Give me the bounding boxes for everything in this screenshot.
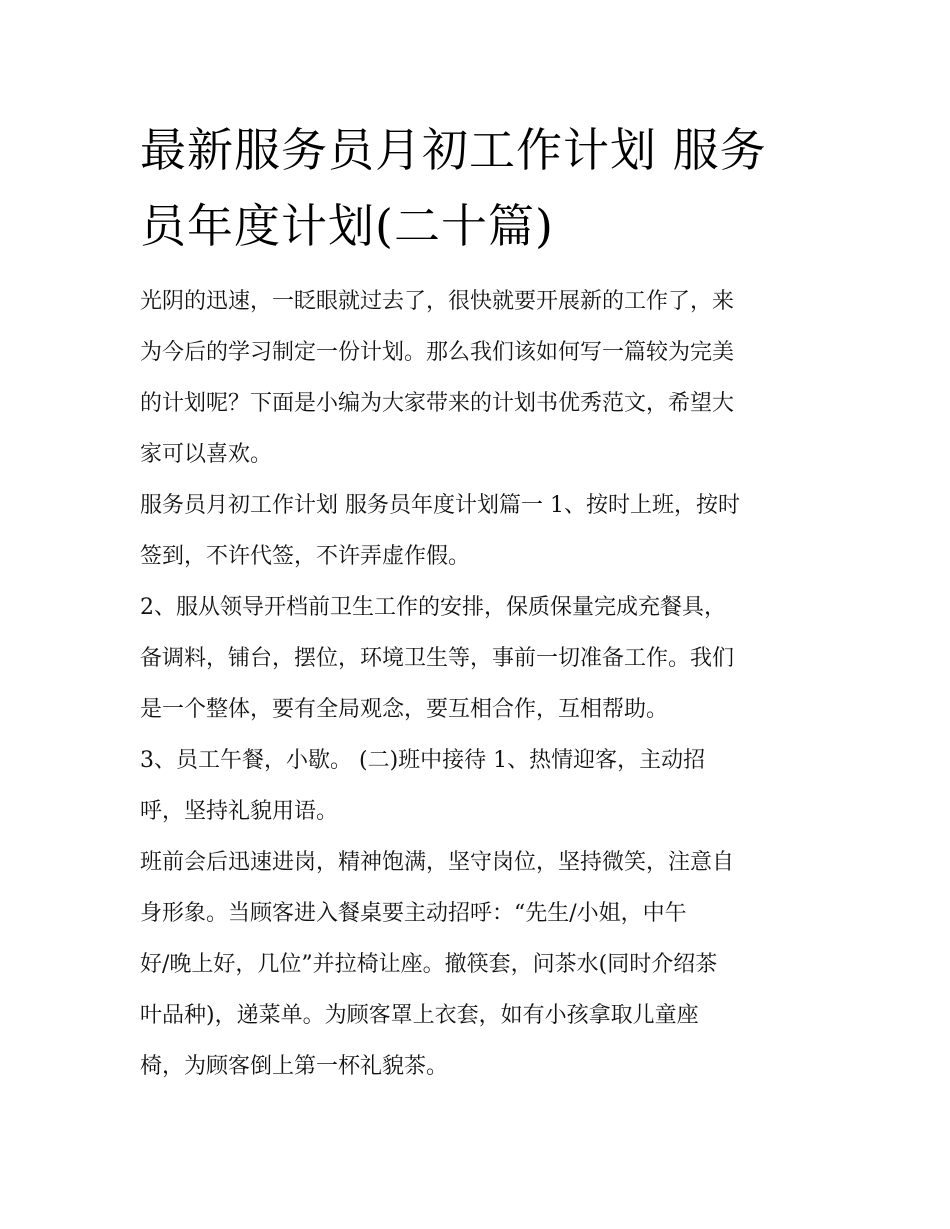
text-line: 为今后的学习制定一份计划。那么我们该如何写一篇较为完美 xyxy=(140,340,735,365)
paragraph-service xyxy=(140,837,820,1092)
text-line: 的计划呢？下面是小编为大家带来的计划书优秀范文，希望大 xyxy=(140,391,735,416)
text-line: 光阴的迅速，一眨眼就过去了，很快就要开展新的工作了，来 xyxy=(140,289,735,314)
text-line: 好/晚上好，几位”并拉椅让座。撤筷套，问茶水(同时介绍茶 xyxy=(140,952,718,977)
text-line: 3、员工午餐，小歇。 (二)班中接待 1、热情迎客，主动招 xyxy=(140,748,706,773)
paragraph-item-3 xyxy=(140,735,820,837)
paragraph-intro xyxy=(140,276,820,480)
text-line: 呼，坚持礼貌用语。 xyxy=(140,799,339,824)
text-line: 备调料，铺台，摆位，环境卫生等，事前一切准备工作。我们 xyxy=(140,646,735,671)
text-line: 2、服从领导开档前卫生工作的安排，保质保量完成充餐具， xyxy=(140,595,726,620)
text-line: 身形象。当顾客进入餐桌要主动招呼：“先生/小姐，中午 xyxy=(140,901,687,926)
text-line: 椅，为顾客倒上第一杯礼貌茶。 xyxy=(140,1054,449,1079)
text-line: 是一个整体，要有全局观念，要互相合作，互相帮助。 xyxy=(140,697,669,722)
text-line: 班前会后迅速进岗，精神饱满，坚守岗位，坚持微笑，注意自 xyxy=(140,850,735,875)
document-body xyxy=(140,276,820,1092)
title-line: 员年度计划(二十篇) xyxy=(140,199,554,253)
paragraph-item-1 xyxy=(140,480,820,582)
title-line: 最新服务员月初工作计划 服务 xyxy=(140,123,767,177)
text-line: 家可以喜欢。 xyxy=(140,442,273,467)
text-line: 签到，不许代签，不许弄虚作假。 xyxy=(140,544,471,569)
paragraph-item-2 xyxy=(140,582,820,735)
text-line: 叶品种)，递菜单。为顾客罩上衣套，如有小孩拿取儿童座 xyxy=(140,1003,699,1028)
document-title xyxy=(140,112,820,264)
text-line: 服务员月初工作计划 服务员年度计划篇一 1、按时上班，按时 xyxy=(140,493,740,518)
